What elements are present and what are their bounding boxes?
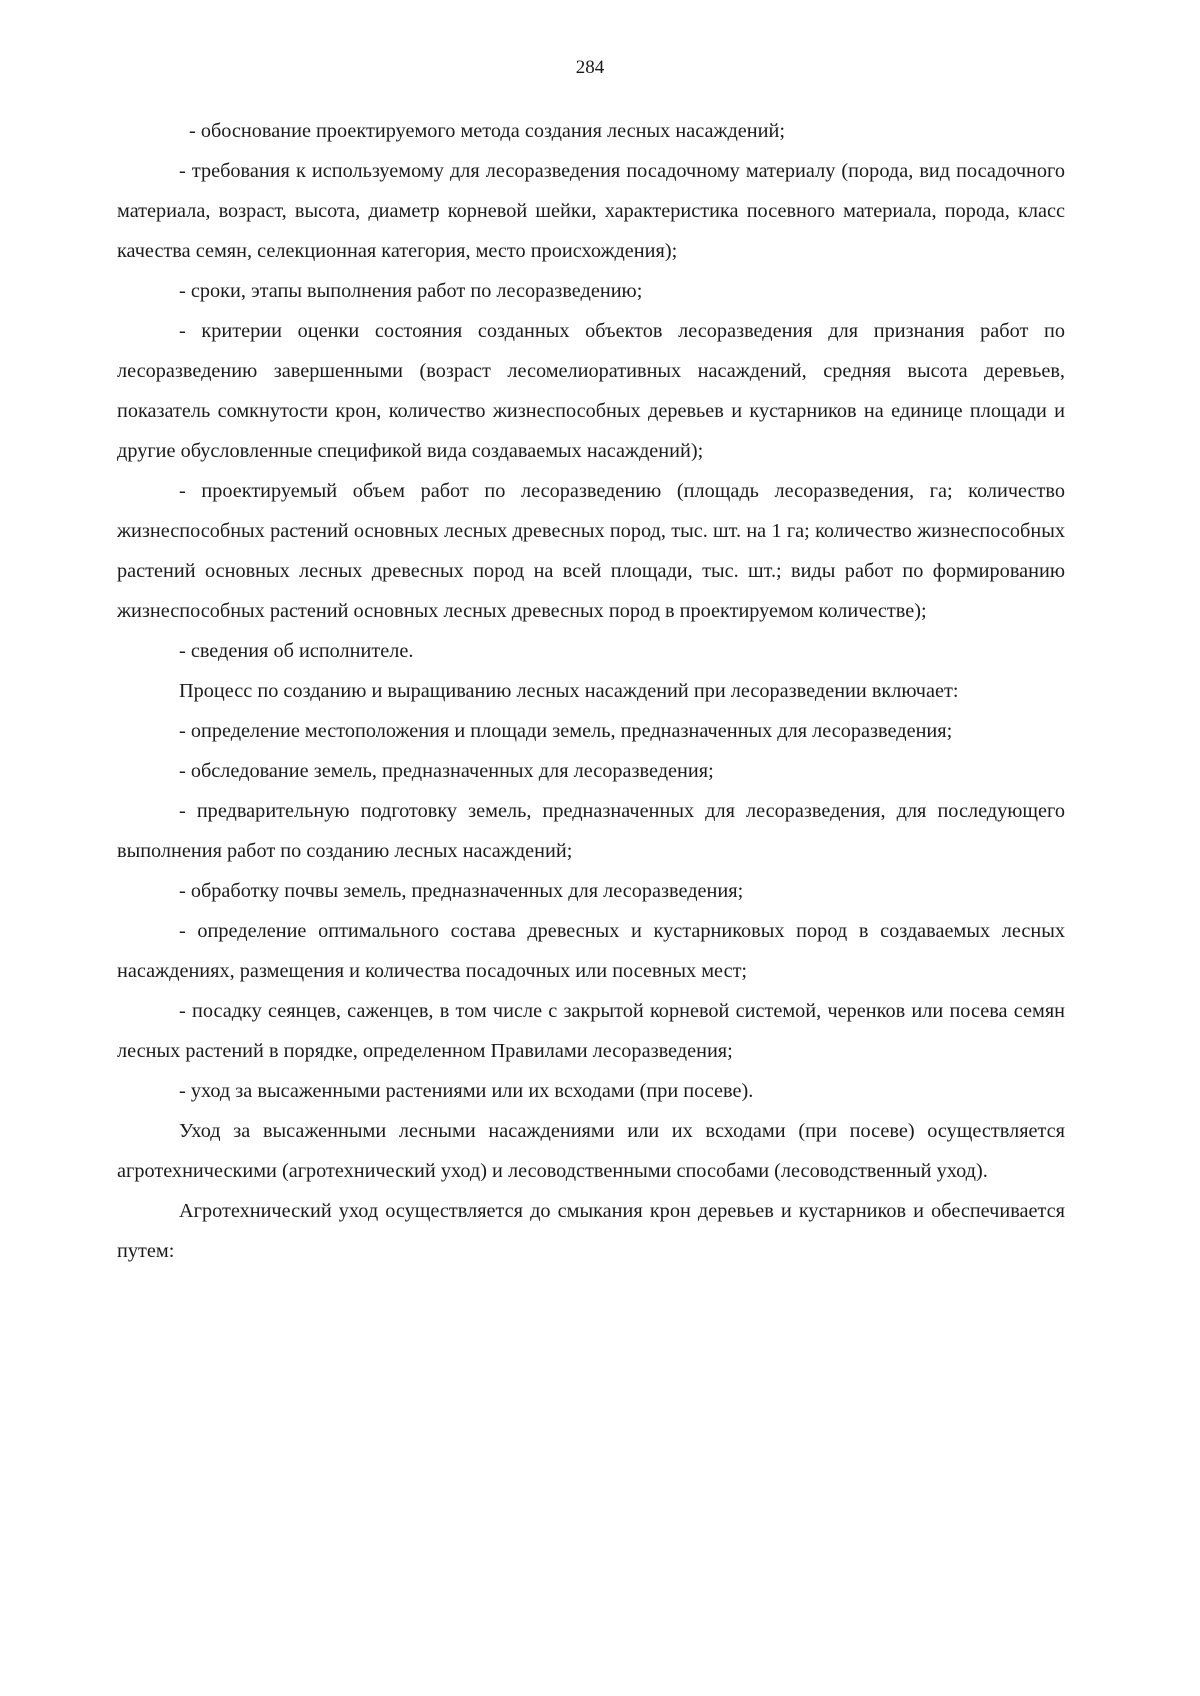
paragraph-land-preparation: - предварительную подготовку земель, предназначенных для лесоразведения, для последующего выполнения работ по созданию лесных насаждений; (117, 800, 1065, 862)
paragraph-planting: - посадку сеянцев, саженцев, в том числе с закрытой корневой системой, черенков или посева семян лесных растений в порядке, определенном Правилами лесоразведения; (117, 1000, 1065, 1062)
paragraph-soil-treatment: - обработку почвы земель, предназначенных для лесоразведения; (179, 880, 744, 902)
paragraph-land-location: - определение местоположения и площади земель, предназначенных для лесоразведения; (179, 720, 953, 742)
paragraph-process-intro: Процесс по созданию и выращиванию лесных насаждений при лесоразведении включает: (179, 680, 959, 702)
page-number: 284 (575, 57, 605, 78)
paragraph-evaluation-criteria: - критерии оценки состояния созданных объектов лесоразведения для признания работ по лесоразведению завершенными (возраст лесомелиоративных насаждений, средняя высота деревьев, показатель сомкнутости крон, количество жизнеспособных деревьев и кустарников на единице площади и другие обусловленные спецификой вида создаваемых насаждений); (117, 320, 1065, 462)
paragraph-method-justification: - обоснование проектируемого метода создания лесных насаждений; (189, 120, 785, 142)
paragraph-species-composition: - определение оптимального состава древесных и кустарниковых пород в создаваемых лесных насаждениях, размещения и количества посадочных или посевных мест; (117, 920, 1065, 982)
page-body (117, 111, 1065, 1271)
paragraph-agrotechnical-care: Агротехнический уход осуществляется до смыкания крон деревьев и кустарников и обеспечивается путем: (117, 1200, 1065, 1262)
paragraph-planting-material-requirements: - требования к используемому для лесоразведения посадочному материалу (порода, вид посадочного материала, возраст, высота, диаметр корневой шейки, характеристика посевного материала, порода, класс качества семян, селекционная категория, место происхождения); (117, 160, 1065, 262)
paragraph-contractor-info: - сведения об исполнителе. (179, 640, 414, 662)
paragraph-care-methods: Уход за высаженными лесными насаждениями или их всходами (при посеве) осуществляется агротехническими (агротехнический уход) и лесоводственными способами (лесоводственный уход). (117, 1120, 1065, 1182)
paragraph-work-stages: - сроки, этапы выполнения работ по лесоразведению; (179, 280, 643, 302)
paragraph-land-survey: - обследование земель, предназначенных для лесоразведения; (179, 760, 714, 782)
paragraph-care: - уход за высаженными растениями или их всходами (при посеве). (179, 1080, 754, 1102)
paragraph-planned-volume: - проектируемый объем работ по лесоразведению (площадь лесоразведения, га; количество жизнеспособных растений основных лесных древесных пород, тыс. шт. на 1 га; количество жизнеспособных растений основных лесных древесных пород на всей площади, тыс. шт.; виды работ по формированию жизнеспособных растений основных лесных древесных пород в проектируемом количестве); (117, 480, 1065, 622)
